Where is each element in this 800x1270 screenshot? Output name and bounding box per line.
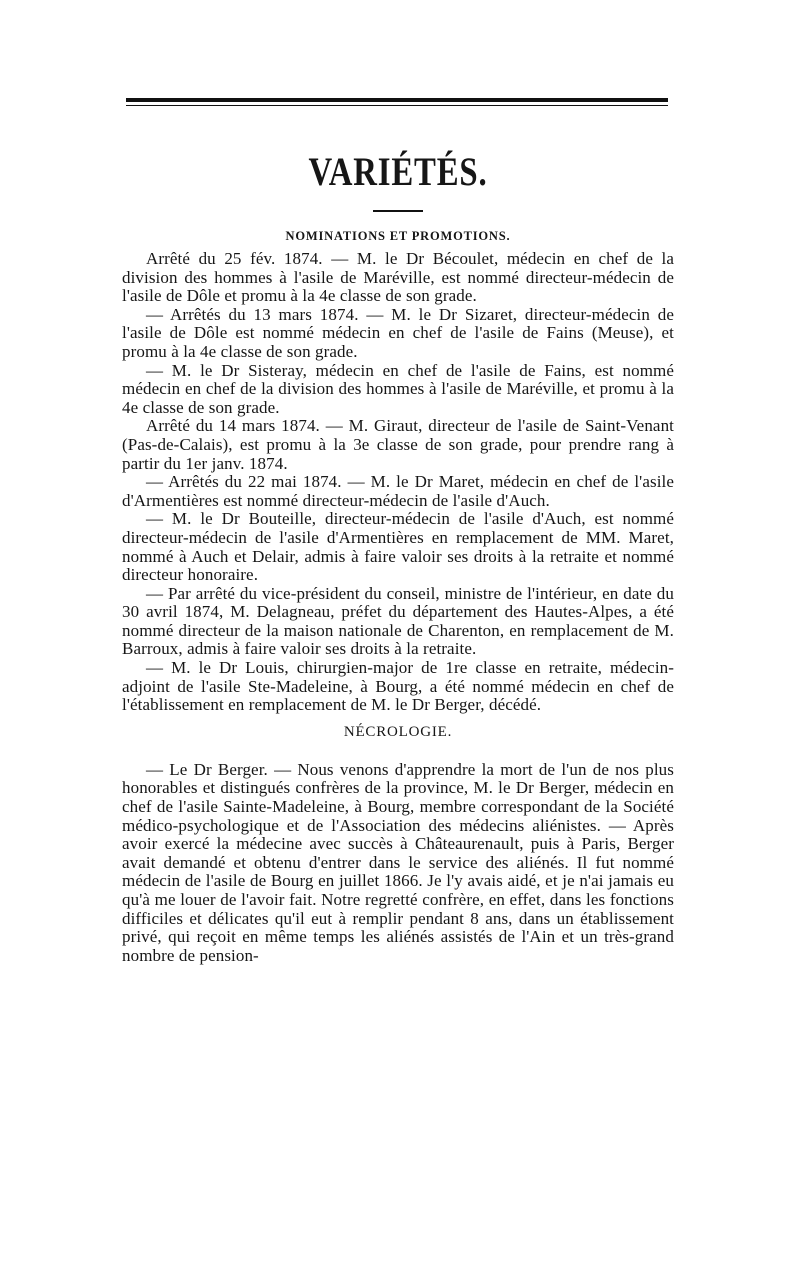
text-column — [122, 148, 674, 965]
paragraph: Arrêté du 25 fév. 1874. — M. le Dr Bécoulet, médecin en chef de la division des hommes à l'asile de Maréville, est nommé directeur-médecin de l'asile de Dôle et promu à la 4e classe de son grade. — [122, 249, 674, 306]
paragraph: — Le Dr Berger. — Nous venons d'apprendre la mort de l'un de nos plus honorables et distingués confrères de la province, M. le Dr Berger, médecin en chef de l'asile Sainte-Madeleine, à Bourg, membre correspondant de la Société médico-psychologique et de l'Association des médecins aliénistes. — Après avoir exercé la médecine avec succès à Châteaurenault, puis à Paris, Berger avait demandé et obtenu d'entrer dans le service des aliénés. Il fut nommé médecin de l'asile de Bourg en juillet 1866. Je l'y avais aidé, et je n'ai jamais eu qu'à me louer de l'avoir fait. Notre regretté confrère, en effet, dans les fonctions difficiles et délicates qu'il eut à remplir pendant 8 ans, dans un établissement privé, qui reçoit en même temps les aliénés assistés de l'Ain et un très-grand nombre de pension- — [122, 759, 674, 965]
section-heading-nominations: NOMINATIONS ET PROMOTIONS. — [285, 229, 511, 243]
section-heading-necrologie: NÉCROLOGIE. — [343, 723, 453, 740]
paragraph: — M. le Dr Louis, chirurgien-major de 1re classe en retraite, médecin-adjoint de l'asile Ste-Madeleine, à Bourg, a été nommé médecin en chef de l'établissement en remplacement de M. le Dr Berger, décédé. — [122, 658, 674, 715]
paragraph: — M. le Dr Bouteille, directeur-médecin de l'asile d'Auch, est nommé directeur-médecin de l'asile d'Armentières en remplacement de MM. Maret, nommé à Auch et Delair, admis à faire valoir ses droits à la retraite et nommé directeur honoraire. — [122, 509, 674, 585]
necrologie-section — [122, 761, 674, 966]
paragraph: — Arrêtés du 22 mai 1874. — M. le Dr Maret, médecin en chef de l'asile d'Armentières est nommé directeur-médecin de l'asile d'Auch. — [122, 472, 674, 510]
title-divider — [373, 210, 423, 212]
top-rule-thick — [126, 98, 668, 102]
paragraph: Arrêté du 14 mars 1874. — M. Giraut, directeur de l'asile de Saint-Venant (Pas-de-Calais), est promu à la 3e classe de son grade, pour prendre rang à partir du 1er janv. 1874. — [122, 416, 674, 473]
top-rule-thin — [126, 105, 668, 106]
nominations-section — [122, 250, 674, 715]
paragraph: — M. le Dr Sisteray, médecin en chef de l'asile de Fains, est nommé médecin en chef de la division des hommes à l'asile de Maréville, et promu à la 4e classe de son grade. — [122, 360, 674, 417]
page-title: VARIÉTÉS. — [308, 149, 488, 194]
paragraph: — Arrêtés du 13 mars 1874. — M. le Dr Sizaret, directeur-médecin de l'asile de Dôle est nommé médecin en chef de l'asile de Fains (Meuse), et promu à la 4e classe de son grade. — [122, 304, 674, 361]
paragraph: — Par arrêté du vice-président du conseil, ministre de l'intérieur, en date du 30 avril 1874, M. Delagneau, préfet du département des Hautes-Alpes, a été nommé directeur de la maison nationale de Charenton, en remplacement de M. Barroux, admis à faire valoir ses droits à la retraite. — [122, 583, 674, 659]
header-rules — [126, 98, 668, 106]
